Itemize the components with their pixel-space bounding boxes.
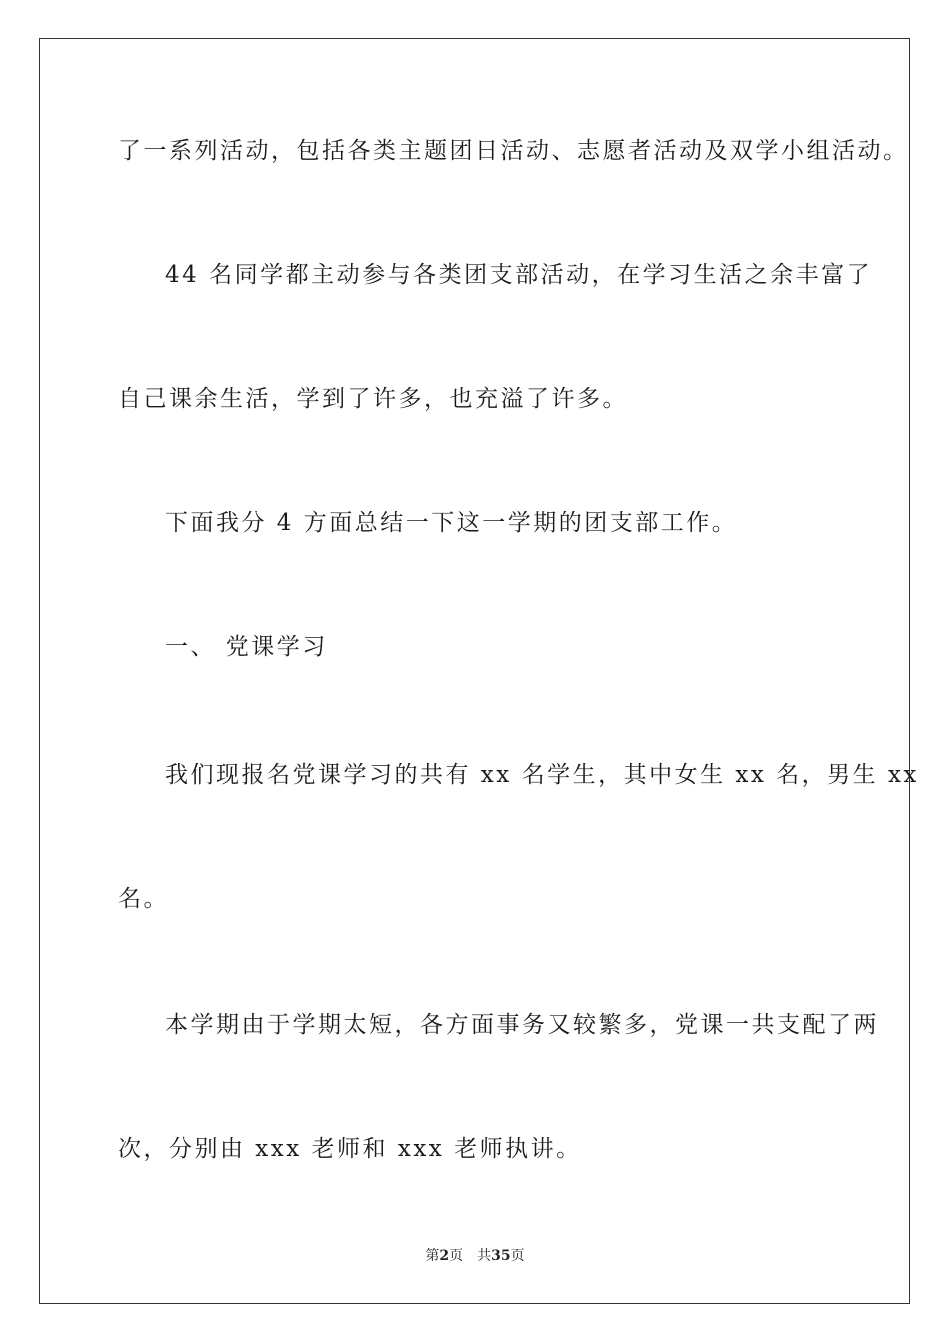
total-prefix: 共 bbox=[477, 1248, 492, 1264]
page-footer bbox=[0, 1246, 950, 1266]
page-border bbox=[39, 38, 910, 1304]
page-number: 2 bbox=[439, 1248, 450, 1264]
paragraph-line-7: 名。 bbox=[118, 886, 169, 912]
section-heading: 一、 党课学习 bbox=[165, 634, 328, 660]
paragraph-line-6: 我们现报名党课学习的共有 xx 名学生，其中女生 xx 名，男生 xx bbox=[165, 762, 919, 788]
paragraph-line-8: 本学期由于学期太短，各方面事务又较繁多，党课一共支配了两 bbox=[165, 1012, 879, 1038]
total-pages: 35 bbox=[491, 1248, 511, 1264]
paragraph-line-4: 下面我分 4 方面总结一下这一学期的团支部工作。 bbox=[165, 510, 738, 536]
total-suffix: 页 bbox=[510, 1248, 525, 1264]
paragraph-line-1: 了一系列活动，包括各类主题团日活动、志愿者活动及双学小组活动。 bbox=[118, 138, 909, 164]
paragraph-line-3: 自己课余生活，学到了许多，也充溢了许多。 bbox=[118, 386, 628, 412]
paragraph-line-9: 次，分别由 xxx 老师和 xxx 老师执讲。 bbox=[118, 1136, 582, 1162]
page-prefix: 第 bbox=[425, 1248, 440, 1264]
page-suffix: 页 bbox=[449, 1248, 464, 1264]
paragraph-line-2: 44 名同学都主动参与各类团支部活动，在学习生活之余丰富了 bbox=[165, 262, 873, 288]
